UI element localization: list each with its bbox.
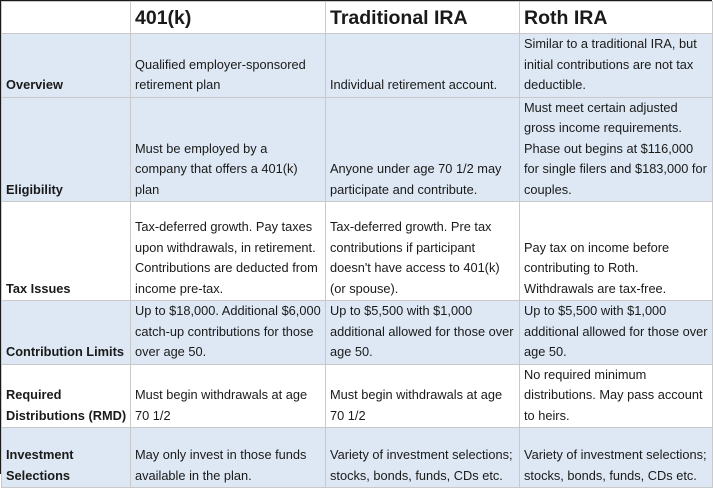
cell-401k-tax-issues: Tax-deferred growth. Pay taxes upon withdrawals, in retirement. Contributions are deducted from income pre-tax. [131,202,326,301]
table-row-tax-issues [2,202,713,301]
row-label-required-distributions: Required Distributions (RMD) [2,364,131,428]
cell-traditional-investment-selections: Variety of investment selections; stocks, bonds, funds, CDs etc. [326,428,520,488]
header-row [2,2,713,34]
cell-traditional-contribution-limits: Up to $5,500 with $1,000 additional allowed for those over age 50. [326,301,520,365]
table-row-eligibility [2,97,713,202]
cell-roth-overview: Similar to a traditional IRA, but initial contributions are not tax deductible. [520,34,713,98]
cell-roth-investment-selections: Variety of investment selections; stocks, bonds, funds, CDs etc. [520,428,713,488]
cell-roth-tax-issues: Pay tax on income before contributing to Roth. Withdrawals are tax-free. [520,202,713,301]
row-label-tax-issues: Tax Issues [2,202,131,301]
cell-traditional-required-distributions: Must begin withdrawals at age 70 1/2 [326,364,520,428]
column-header-traditional-ira: Traditional IRA [326,2,520,34]
row-label-overview: Overview [2,34,131,98]
cell-401k-required-distributions: Must begin withdrawals at age 70 1/2 [131,364,326,428]
cell-401k-contribution-limits: Up to $18,000. Additional $6,000 catch-up contributions for those over age 50. [131,301,326,365]
table-row-investment-selections [2,428,713,488]
cell-traditional-tax-issues: Tax-deferred growth. Pre tax contributions if participant doesn't have access to 401(k) (or spouse). [326,202,520,301]
row-label-eligibility: Eligibility [2,97,131,202]
retirement-comparison-table [1,1,713,488]
cell-traditional-eligibility: Anyone under age 70 1/2 may participate and contribute. [326,97,520,202]
table-row-contribution-limits [2,301,713,365]
column-header-401k: 401(k) [131,2,326,34]
cell-401k-overview: Qualified employer-sponsored retirement plan [131,34,326,98]
cell-401k-investment-selections: May only invest in those funds available in the plan. [131,428,326,488]
row-label-contribution-limits: Contribution Limits [2,301,131,365]
cell-traditional-overview: Individual retirement account. [326,34,520,98]
row-label-investment-selections: Investment Selections [2,428,131,488]
table-row-overview [2,34,713,98]
cell-401k-eligibility: Must be employed by a company that offers a 401(k) plan [131,97,326,202]
corner-cell [2,2,131,34]
column-header-roth-ira: Roth IRA [520,2,713,34]
cell-roth-eligibility: Must meet certain adjusted gross income requirements. Phase out begins at $116,000 for single filers and $183,000 for couples. [520,97,713,202]
cell-roth-required-distributions: No required minimum distributions. May pass account to heirs. [520,364,713,428]
table-row-required-distributions [2,364,713,428]
cell-roth-contribution-limits: Up to $5,500 with $1,000 additional allowed for those over age 50. [520,301,713,365]
